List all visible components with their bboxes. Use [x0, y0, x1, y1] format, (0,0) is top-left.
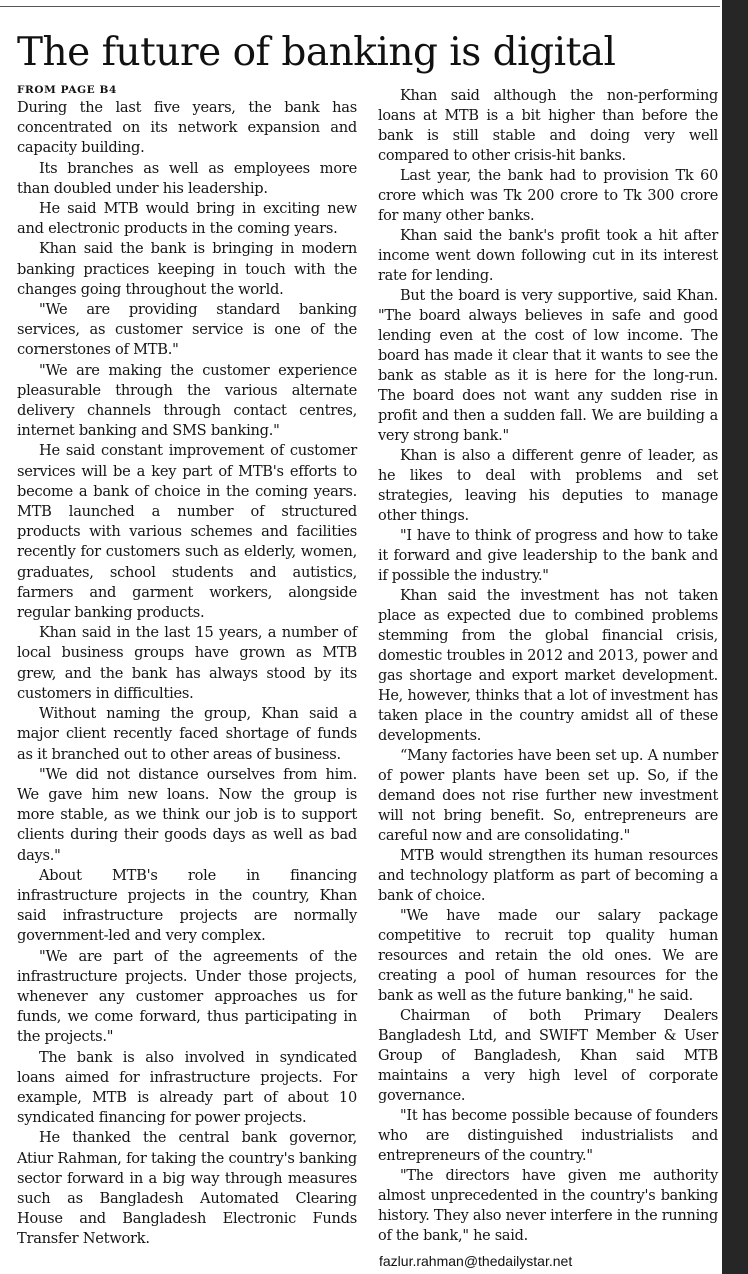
article-column-right — [378, 86, 718, 1246]
paragraph: Khan is also a different genre of leader, as he likes to deal with problems and set strategies, leaving his deputies to manage other things. — [378, 448, 718, 524]
paragraph: Khan said in the last 15 years, a number of local business groups have grown as MTB grew, and the bank has always stood by its customers in difficulties. — [17, 624, 357, 702]
paragraph: "We did not distance ourselves from him. We gave him new loans. Now the group is more stable, as we think our job is to support clients during their goods days as well as bad days." — [17, 765, 357, 864]
paragraph: He thanked the central bank governor, Atiur Rahman, for taking the country's banking sector forward in a big way through measures such as Bangladesh Automated Clearing House and Bangladesh Electronic Funds Transfer Network. — [17, 1129, 357, 1248]
paragraph: He said constant improvement of customer services will be a key part of MTB's efforts to become a bank of choice in the coming years. MTB launched a number of structured products with various schemes and facilities recently for customers such as elderly, women, graduates, school students and autistics, farmers and garment workers, alongside regular banking products. — [17, 442, 357, 622]
paragraph: "We have made our salary package competitive to recruit top quality human resources and retain the old ones. We are creating a pool of human resources for the bank as well as the future banking," he said. — [378, 908, 718, 1004]
paragraph: Last year, the bank had to provision Tk 60 crore which was Tk 200 crore to Tk 300 crore for many other banks. — [378, 168, 718, 224]
paragraph: Khan said the bank's profit took a hit after income went down following cut in its interest rate for lending. — [378, 228, 718, 284]
paragraph: He said MTB would bring in exciting new and electronic products in the coming years. — [17, 200, 357, 238]
paragraph: "It has become possible because of founders who are distinguished industrialists and entrepreneurs of the country." — [378, 1108, 718, 1164]
paragraph: MTB would strengthen its human resources and technology platform as part of becoming a bank of choice. — [378, 848, 718, 904]
paragraph: Chairman of both Primary Dealers Bangladesh Ltd, and SWIFT Member & User Group of Bangladesh, Khan said MTB maintains a very high level of corporate governance. — [378, 1008, 718, 1104]
jump-label: FROM PAGE B4 — [17, 84, 117, 96]
paragraph: During the last five years, the bank has concentrated on its network expansion and capacity building. — [17, 99, 357, 157]
paragraph: Its branches as well as employees more than doubled under his leadership. — [17, 159, 357, 197]
paragraph: But the board is very supportive, said Khan. "The board always believes in safe and good lending even at the cost of low income. The board has made it clear that it wants to see the bank as stable as it is here for the long-run. The board does not want any sudden rise in profit and then a sudden fall. We are building a very strong bank." — [378, 288, 718, 444]
article-column-left — [17, 84, 357, 1250]
paragraph: "We are part of the agreements of the infrastructure projects. Under those projects, whenever any customer approaches us for funds, we come forward, thus participating in the projects." — [17, 947, 357, 1046]
paragraph: Without naming the group, Khan said a major client recently faced shortage of funds as it branched out to other areas of business. — [17, 705, 357, 763]
paragraph: "The directors have given me authority almost unprecedented in the country's banking history. They also never interfere in the running of the bank," he said. — [378, 1168, 718, 1244]
paragraph: The bank is also involved in syndicated loans aimed for infrastructure projects. For example, MTB is already part of about 10 syndicated financing for power projects. — [17, 1048, 357, 1127]
paragraph: "We are making the customer experience pleasurable through the various alternate delivery channels through contact centres, internet banking and SMS banking." — [17, 361, 357, 440]
paragraph: "We are providing standard banking services, as customer service is one of the cornerstones of MTB." — [17, 301, 357, 359]
paragraph: Khan said the bank is bringing in modern banking practices keeping in touch with the changes going throughout the world. — [17, 240, 357, 298]
page-title: The future of banking is digital — [17, 30, 616, 75]
page-edge-bar — [722, 0, 748, 1274]
top-rule — [0, 6, 720, 7]
paragraph: Khan said although the non-performing loans at MTB is a bit higher than before the bank is still stable and doing very well compared to other crisis-hit banks. — [378, 88, 718, 164]
paragraph: About MTB's role in financing infrastructure projects in the country, Khan said infrastructure projects are normally government-led and very complex. — [17, 866, 357, 945]
paragraph: Khan said the investment has not taken place as expected due to combined problems stemming from the global financial crisis, domestic troubles in 2012 and 2013, power and gas shortage and export market development. He, however, thinks that a lot of investment has taken place in the country amidst all of these developments. — [378, 588, 718, 744]
paragraph: "I have to think of progress and how to take it forward and give leadership to the bank and if possible the industry." — [378, 528, 718, 584]
paragraph: “Many factories have been set up. A number of power plants have been set up. So, if the demand does not rise further new investment will not bring benefit. So, entrepreneurs are careful now and are consolidating." — [378, 748, 718, 844]
byline-email[interactable]: fazlur.rahman@thedailystar.net — [379, 1253, 573, 1269]
